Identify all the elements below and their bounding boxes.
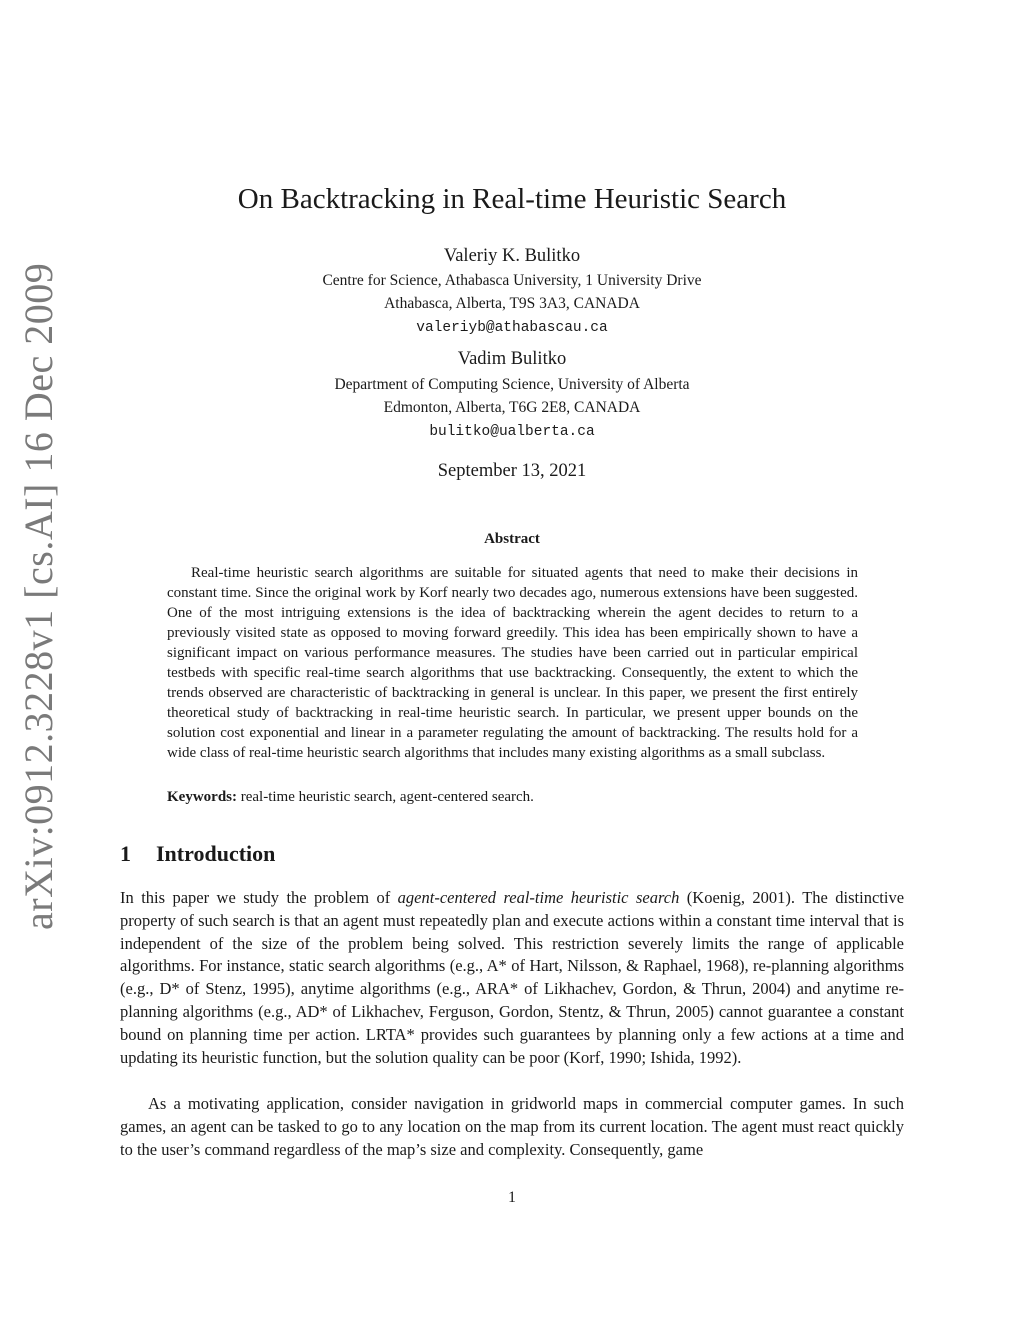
author-1-affiliation-line1: Centre for Science, Athabasca University, 1 University Drive (322, 272, 702, 289)
section-number: 1 (120, 841, 131, 866)
abstract-text: Real-time heuristic search algorithms are suitable for situated agents that need to make their decisions in constant time. Since the original work by Korf nearly two decades ago, numerous extensions have been suggested. One of the most intriguing extensions is the idea of backtracking wherein the agent decides to return to a previously visited state as opposed to moving forward greedily. This idea has been empirically shown to have a significant impact on various performance measures. The studies have been carried out in particular empirical testbeds with specific real-time search algorithms that use backtracking. Consequently, the extent to which the trends observed are characteristic of backtracking in general is unclear. In this paper, we present the first entirely theoretical study of backtracking in real-time heuristic search. In particular, we present upper bounds on the solution cost exponential and linear in a parameter regulating the amount of backtracking. The results hold for a wide class of real-time heuristic search algorithms that includes many existing algorithms as a small subclass. (167, 565, 858, 761)
section-title: Introduction (156, 841, 276, 866)
abstract-heading: Abstract (484, 531, 540, 547)
author-2-email: bulitko@ualberta.ca (429, 424, 595, 440)
paragraph-1-body: (Koenig, 2001). The distinctive property of such search is that an agent must repeatedly plan and execute actions within a constant time interval that is independent of the size of the problem being solved. This restriction severely limits the range of applicable algorithms. For instance, static search algorithms (e.g., A* of Hart, Nilsson, & Raphael, 1968), re-planning algorithms (e.g., D* of Stenz, 1995), anytime algorithms (e.g., ARA* of Likhachev, Gordon, & Thrun, 2004) and anytime re-planning algorithms (e.g., AD* of Likhachev, Ferguson, Gordon, Stentz, & Thrun, 2005) cannot guarantee a constant bound on planning time per action. LRTA* provides such guarantees by planning only a few actions at a time and updating its heuristic function, but the solution quality can be poor (Korf, 1990; Ishida, 1992). (120, 888, 905, 1067)
author-2-affiliation-line2: Edmonton, Alberta, T6G 2E8, CANADA (383, 399, 641, 416)
author-1-affiliation-line2: Athabasca, Alberta, T9S 3A3, CANADA (384, 295, 640, 312)
section-heading-introduction (120, 841, 275, 867)
author-2-name: Vadim Bulitko (457, 349, 567, 369)
intro-paragraph-2: As a motivating application, consider navigation in gridworld maps in commercial computer games. In such games, an agent can be tasked to go to any location on the map from its current location. The agent must react quickly to the user’s command regardless of the map’s size and complexity. Consequently, game (120, 1094, 904, 1159)
arxiv-identifier-stamp: arXiv:0912.3228v1 [cs.AI] 16 Dec 2009 (16, 262, 61, 930)
paper-date: September 13, 2021 (437, 461, 587, 481)
paragraph-1-emphasis: agent-centered real-time heuristic search (397, 888, 680, 907)
keywords-line (167, 789, 858, 806)
page-number: 1 (508, 1189, 516, 1206)
intro-paragraph-1 (120, 887, 904, 1069)
paragraph-1-lead: In this paper we study the problem of (120, 888, 398, 907)
keywords-label: Keywords: (167, 789, 237, 805)
paper-title: On Backtracking in Real-time Heuristic Search (237, 183, 787, 215)
author-1-email: valeriyb@athabascau.ca (416, 320, 608, 336)
author-2-affiliation-line1: Department of Computing Science, University of Alberta (334, 376, 690, 393)
author-1-name: Valeriy K. Bulitko (443, 246, 581, 266)
keywords-text: real-time heuristic search, agent-centered search. (240, 789, 534, 805)
